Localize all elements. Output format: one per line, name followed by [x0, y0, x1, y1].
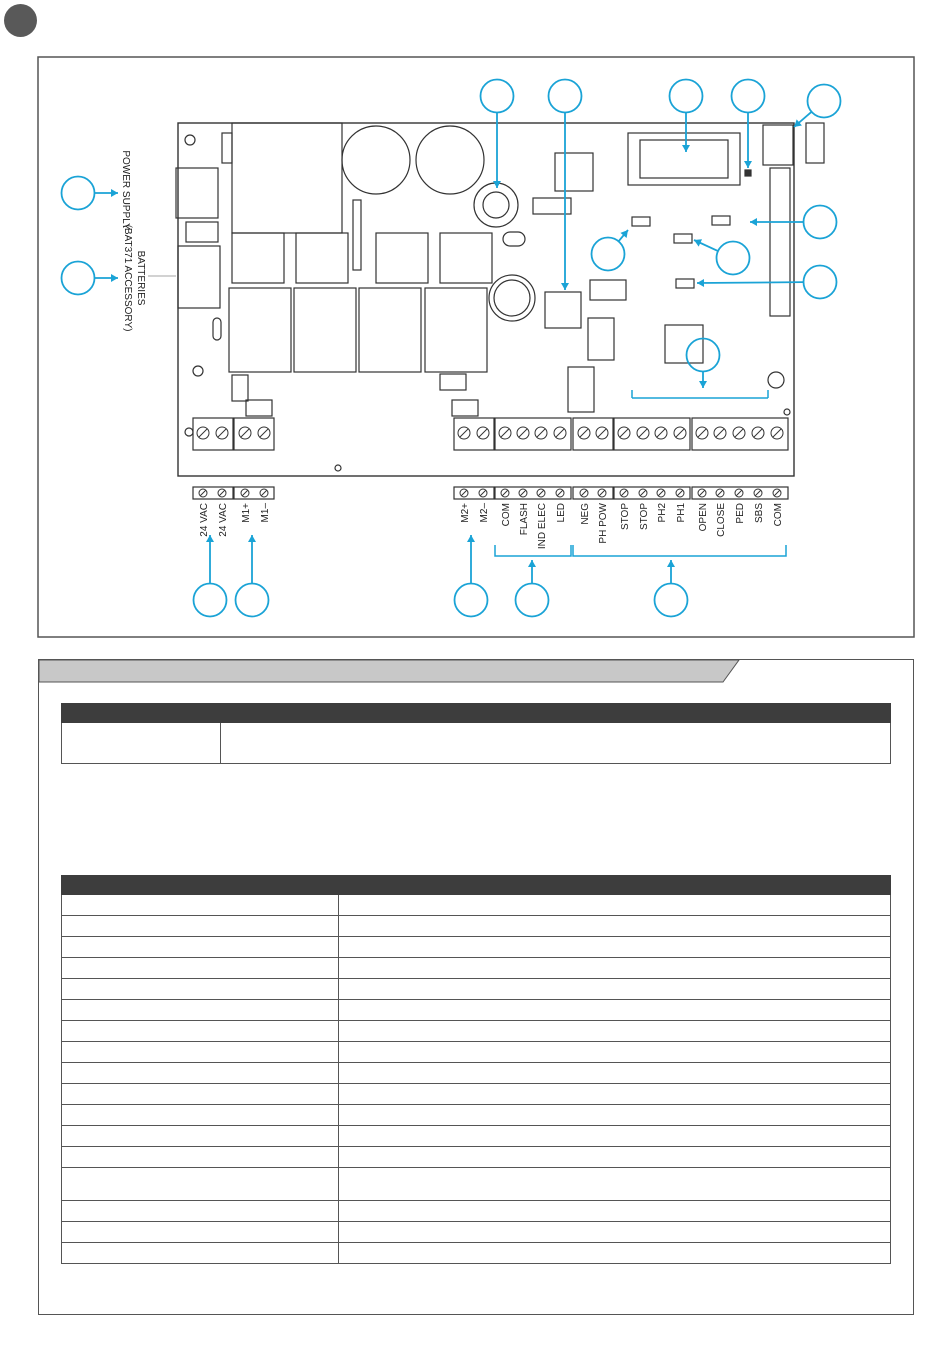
- terminal-label: PH POW: [598, 503, 609, 544]
- spec-table-cell: [62, 916, 339, 937]
- spec-table-cell: [339, 1042, 891, 1063]
- battery-connector: [178, 246, 220, 308]
- table-row: [62, 1105, 891, 1126]
- callout-arrowhead: [467, 535, 475, 542]
- callout-arrowhead: [744, 161, 752, 168]
- callout-circle: [717, 242, 750, 275]
- spec-table-cell: [62, 979, 339, 1000]
- spec-table-cell: [62, 1000, 339, 1021]
- callout-arrow: [697, 282, 804, 283]
- callout-circle: [732, 80, 765, 113]
- relay-4: [425, 288, 487, 372]
- pcb-board: [178, 123, 794, 476]
- terminal-label: OPEN: [698, 503, 709, 532]
- spec-table-cell: [339, 1201, 891, 1222]
- spec-table-cell: [62, 1084, 339, 1105]
- terminal-label: NEG: [580, 503, 591, 525]
- display: [628, 133, 740, 185]
- board-diagram: [0, 0, 950, 650]
- terminal-label: 24 VAC: [199, 503, 210, 537]
- chip-square: [555, 153, 593, 191]
- terminal-label: PH1: [676, 503, 687, 523]
- button-3: [674, 234, 692, 243]
- terminal-label: SBS: [754, 503, 765, 524]
- button-1: [632, 217, 650, 226]
- batteries-sub-label: (BAT371 ACCESSORY): [122, 224, 133, 332]
- microcontroller: [665, 325, 703, 363]
- spec-table-cell: [339, 1084, 891, 1105]
- spec-table-cell: [339, 1126, 891, 1147]
- spec-table-cell: [62, 1168, 339, 1201]
- terminal-label: LED: [556, 503, 567, 523]
- spec-table-cell: [339, 1000, 891, 1021]
- callout-circle: [481, 80, 514, 113]
- terminal-label: M2–: [479, 503, 490, 523]
- callout-arrowhead: [750, 218, 757, 226]
- diagram-frame: [38, 57, 914, 637]
- callout-arrowhead: [111, 189, 118, 197]
- callout-circle: [655, 584, 688, 617]
- callout-circle: [549, 80, 582, 113]
- callout-circle: [808, 85, 841, 118]
- relay-3: [359, 288, 421, 372]
- callout-circle: [455, 584, 488, 617]
- callout-arrowhead: [248, 535, 256, 542]
- callout-arrowhead: [682, 145, 690, 152]
- table-row: [62, 916, 891, 937]
- callout-arrowhead: [561, 283, 569, 290]
- spec-table-cell: [339, 937, 891, 958]
- spec-table-cell: [339, 1168, 891, 1201]
- top-table-header: [62, 704, 221, 723]
- spec-table-cell: [62, 958, 339, 979]
- spec-table-cell: [339, 1222, 891, 1243]
- callout-circle: [804, 206, 837, 239]
- callout-circle: [62, 177, 95, 210]
- callout-circle: [62, 262, 95, 295]
- spec-table-cell: [339, 916, 891, 937]
- spec-table-cell: [339, 1105, 891, 1126]
- antenna-terminal: [763, 125, 793, 165]
- spec-table-cell: [62, 1105, 339, 1126]
- spec-table-cell: [62, 1222, 339, 1243]
- callout-circle: [670, 80, 703, 113]
- callout-arrowhead: [699, 381, 707, 388]
- relay-1: [229, 288, 291, 372]
- terminal-label: PH2: [657, 503, 668, 523]
- spec-table-cell: [62, 1201, 339, 1222]
- table-row: [62, 1243, 891, 1264]
- terminal-label: 24 VAC: [218, 503, 229, 537]
- section-tab: [39, 660, 915, 684]
- terminal-label: CLOSE: [716, 503, 727, 537]
- spec-table-cell: [339, 1021, 891, 1042]
- table-row: [62, 1084, 891, 1105]
- power-supply-label: POWER SUPPLY: [120, 150, 131, 230]
- terminal-label: STOP: [639, 503, 650, 531]
- table-row: [62, 958, 891, 979]
- terminal-label: IND ELEC: [537, 503, 548, 550]
- callout-circle: [236, 584, 269, 617]
- terminal-label: FLASH: [519, 503, 530, 536]
- spec-table-cell: [62, 1063, 339, 1084]
- coin-battery: [474, 183, 518, 227]
- table-row: [62, 1147, 891, 1168]
- table-row: [62, 1222, 891, 1243]
- terminal-label: M1–: [260, 503, 271, 523]
- terminal-label: COM: [501, 503, 512, 527]
- table-row: [62, 1042, 891, 1063]
- terminal-label: COM: [773, 503, 784, 527]
- spec-table: [61, 875, 891, 1264]
- transformer: [232, 123, 342, 233]
- callout-arrowhead: [111, 274, 118, 282]
- table-row: [62, 1021, 891, 1042]
- callout-circle: [804, 266, 837, 299]
- terminal-label: PED: [735, 503, 746, 524]
- spec-table-cell: [62, 1147, 339, 1168]
- spec-table-cell: [62, 895, 339, 916]
- spec-table-cell: [62, 1042, 339, 1063]
- spec-table-cell: [62, 937, 339, 958]
- table-row: [62, 895, 891, 916]
- spec-table-cell: [62, 1126, 339, 1147]
- terminal-label: M2+: [460, 503, 471, 523]
- callout-arrowhead: [493, 181, 501, 188]
- spec-table-cell: [62, 1243, 339, 1264]
- callout-arrowhead: [528, 560, 536, 567]
- table-row: [62, 1168, 891, 1201]
- spec-table-header: [62, 876, 339, 895]
- top-table: [61, 703, 891, 764]
- spec-table-cell: [339, 895, 891, 916]
- button-2: [712, 216, 730, 225]
- spec-table-cell: [339, 1243, 891, 1264]
- spec-table-cell: [339, 979, 891, 1000]
- table-row: [62, 1201, 891, 1222]
- spec-table-cell: [339, 958, 891, 979]
- table-row: [62, 1126, 891, 1147]
- top-table-cell: [62, 723, 221, 764]
- spec-table-cell: [339, 1063, 891, 1084]
- callout-arrowhead: [667, 560, 675, 567]
- batteries-label: BATTERIES: [135, 250, 146, 306]
- spec-table-cell: [62, 1021, 339, 1042]
- power-supply-connector: [176, 168, 218, 218]
- table-row: [62, 1063, 891, 1084]
- table-row: [62, 1000, 891, 1021]
- callout-arrowhead: [697, 279, 704, 287]
- callout-circle: [592, 238, 625, 271]
- capacitor-2: [416, 126, 484, 194]
- table-row: [62, 979, 891, 1000]
- capacitor-1: [342, 126, 410, 194]
- callout-circle: [516, 584, 549, 617]
- callout-circle: [194, 584, 227, 617]
- spec-table-cell: [339, 1147, 891, 1168]
- button-4: [676, 279, 694, 288]
- relay-2: [294, 288, 356, 372]
- table-row: [62, 937, 891, 958]
- terminal-label: STOP: [620, 503, 631, 531]
- dip-switch: [545, 292, 581, 328]
- terminal-label: M1+: [241, 503, 252, 523]
